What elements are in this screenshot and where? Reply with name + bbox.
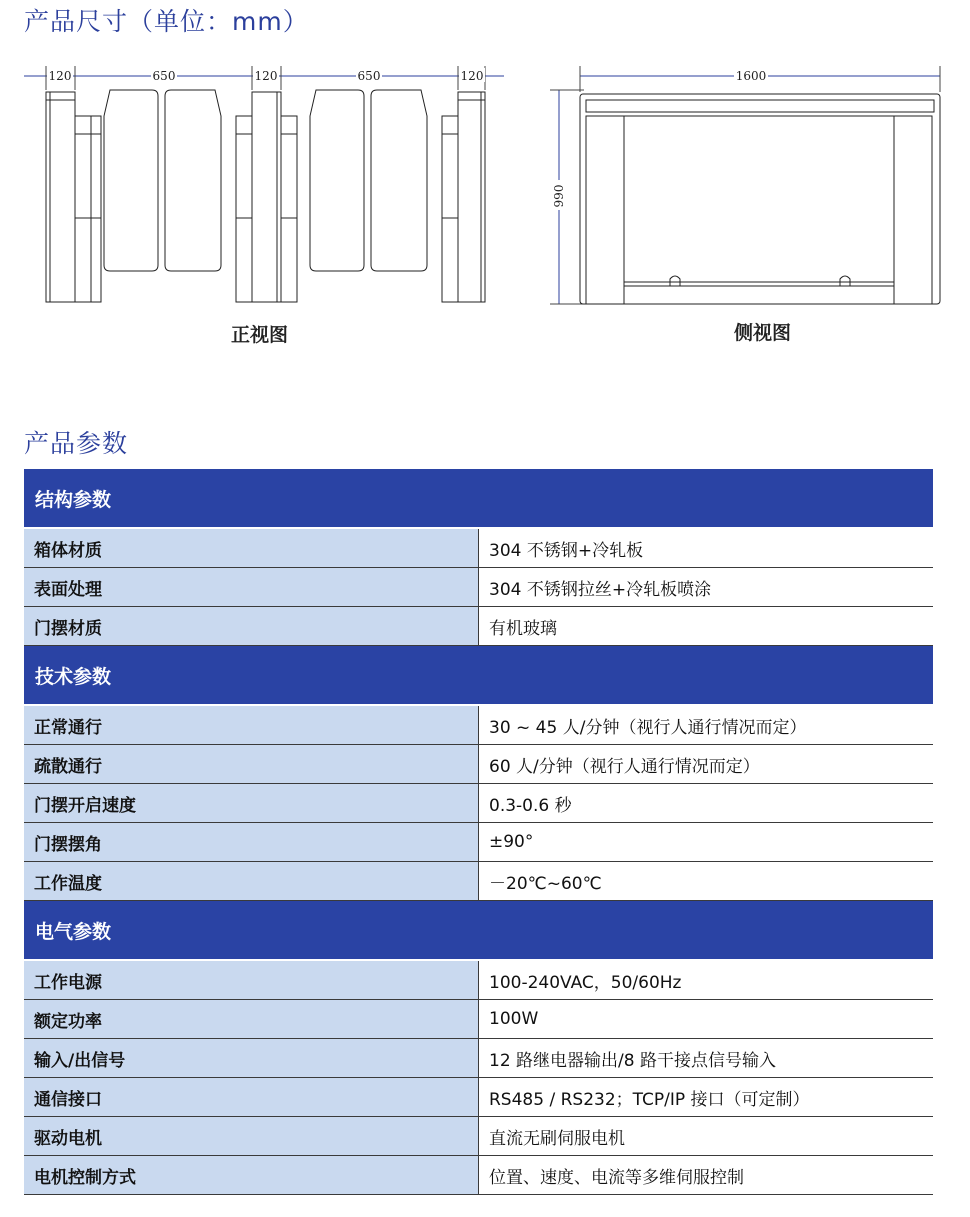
param-key: 输入/出信号 [24,1039,479,1078]
table-row [24,1156,933,1195]
param-value: 100-240VAC，50/60Hz [479,960,934,1000]
table-row [24,784,933,823]
table-row [24,528,933,568]
param-value: 60 人/分钟（视行人通行情况而定） [479,745,934,784]
front-dimension-label: 120 [460,69,484,83]
param-key: 通信接口 [24,1078,479,1117]
param-key: 驱动电机 [24,1117,479,1156]
front-view-caption: 正视图 [231,324,289,346]
table-row [24,705,933,745]
front-dimension-label: 650 [357,69,381,83]
param-value: 位置、速度、电流等多维伺服控制 [479,1156,934,1195]
table-row [24,607,933,646]
section-header-row [24,469,933,528]
param-key: 门摆开启速度 [24,784,479,823]
table-row [24,1039,933,1078]
param-key: 工作温度 [24,862,479,901]
param-value: 304 不锈钢+冷轧板 [479,528,934,568]
param-value: 100W [479,1000,934,1039]
front-dimension-label: 650 [152,69,176,83]
param-value: 直流无刷伺服电机 [479,1117,934,1156]
param-value: 有机玻璃 [479,607,934,646]
param-key: 疏散通行 [24,745,479,784]
side-view-drawing [540,62,950,312]
table-row [24,1117,933,1156]
table-row [24,862,933,901]
section-title: 电气参数 [24,901,933,961]
param-value: 0.3-0.6 秒 [479,784,934,823]
param-key: 门摆摆角 [24,823,479,862]
side-width-label: 1600 [735,69,767,83]
params-table [24,469,933,1195]
section-header-row [24,646,933,706]
param-key: 箱体材质 [24,528,479,568]
table-row [24,568,933,607]
side-view-caption: 侧视图 [734,322,792,344]
table-row [24,1078,933,1117]
table-row [24,823,933,862]
section-title: 结构参数 [24,469,933,528]
param-value: 12 路继电器输出/8 路干接点信号输入 [479,1039,934,1078]
table-row [24,1000,933,1039]
side-height-label: 990 [552,184,566,208]
param-value: 30 ~ 45 人/分钟（视行人通行情况而定） [479,705,934,745]
param-key: 门摆材质 [24,607,479,646]
param-value: 304 不锈钢拉丝+冷轧板喷涂 [479,568,934,607]
front-dimension-label: 120 [254,69,278,83]
front-dimension-label: 120 [48,69,72,83]
param-key: 额定功率 [24,1000,479,1039]
table-row [24,960,933,1000]
param-value: RS485 / RS232；TCP/IP 接口（可定制） [479,1078,934,1117]
dimensions-heading: 产品尺寸（单位：mm） [24,7,309,36]
param-key: 电机控制方式 [24,1156,479,1195]
param-key: 正常通行 [24,705,479,745]
params-heading: 产品参数 [24,429,129,458]
param-value: －20℃~60℃ [479,862,934,901]
section-header-row [24,901,933,961]
table-row [24,745,933,784]
param-value: ±90° [479,823,934,862]
front-view-drawing [24,62,514,312]
param-key: 表面处理 [24,568,479,607]
param-key: 工作电源 [24,960,479,1000]
section-title: 技术参数 [24,646,933,706]
